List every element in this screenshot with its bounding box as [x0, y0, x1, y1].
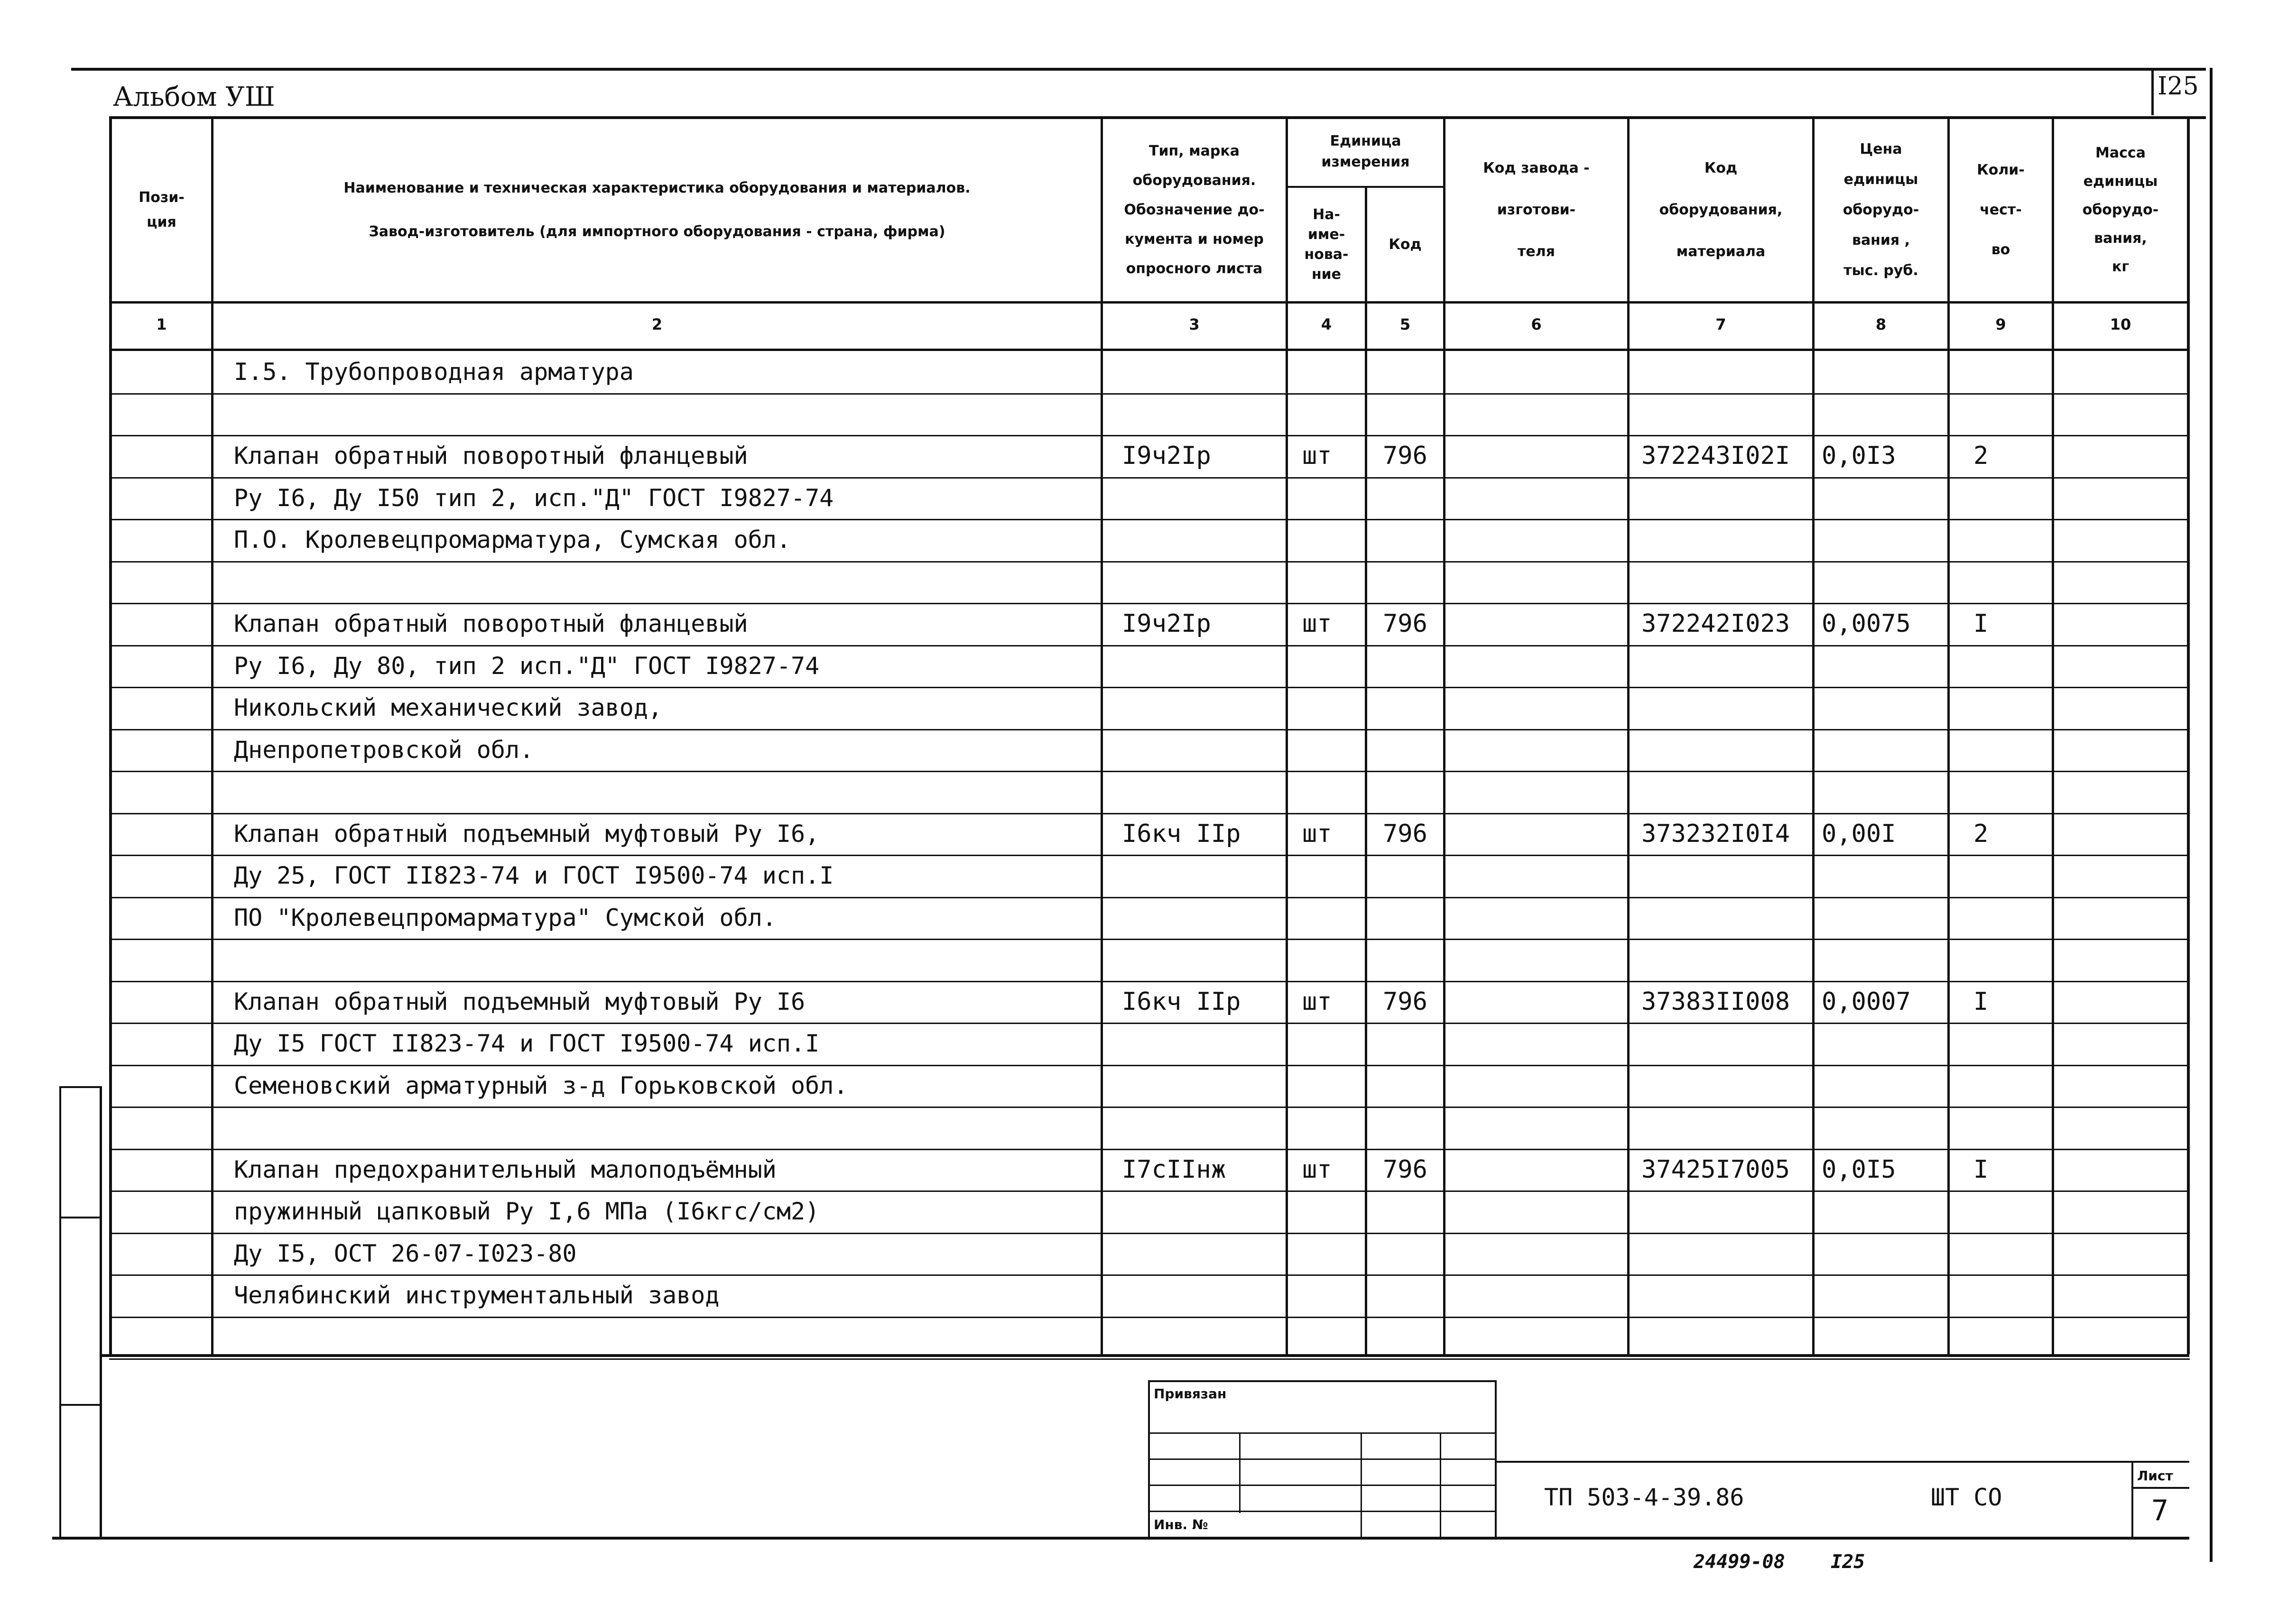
stamp-row3 — [1148, 1485, 1497, 1486]
col-header-quantity: Коли- чест- во — [1977, 161, 2025, 258]
item-name-cell: Ру I6, Ду I50 тип 2, исп."Д" ГОСТ I9827-74 — [234, 484, 834, 512]
col-header-unit-code: Код — [1389, 236, 1422, 253]
col-number-3: 3 — [1189, 315, 1200, 333]
binding-strip-rule1 — [59, 1086, 102, 1088]
stamp-linked-label: Привязан — [1154, 1386, 1227, 1402]
item-name-cell: Никольский механический завод, — [234, 694, 663, 721]
binding-strip-rule2 — [59, 1217, 102, 1218]
col-number-1: 1 — [156, 315, 167, 333]
titleblock-top-rule — [1497, 1461, 2189, 1463]
top-border — [71, 68, 2206, 71]
item-name-cell: Клапан обратный подъемный муфтовый Ру I6, — [234, 820, 820, 848]
table-row-rule — [109, 1358, 2190, 1360]
col-header-factory-code: Код завода - изготови- теля — [1483, 159, 1590, 260]
col-sep-4 — [1365, 186, 1367, 1354]
item-quantity-cell: 2 — [1973, 820, 1989, 848]
item-equipment-code-cell: 37425I7005 — [1641, 1155, 1790, 1184]
page-number: I25 — [2158, 72, 2199, 101]
item-price-cell: 0,0I5 — [1822, 1155, 1896, 1184]
col-header-equipment-code: Код оборудования, материала — [1659, 159, 1783, 260]
item-equipment-code-cell: 372242I023 — [1641, 609, 1790, 638]
item-name-cell: Ду I5, ОСТ 26-07-I023-80 — [234, 1240, 577, 1267]
item-type-cell: I6кч IIр — [1122, 987, 1241, 1016]
item-name-cell: Клапан обратный подъемный муфтовый Ру I6 — [234, 988, 806, 1015]
col-number-7: 7 — [1715, 315, 1726, 333]
sheet-number: 7 — [2151, 1494, 2169, 1527]
item-unit-cell: шт — [1302, 820, 1332, 848]
stamp-inventory-label: Инв. № — [1154, 1517, 1208, 1532]
item-name-cell: П.О. Кролевецпромарматура, Сумская обл. — [234, 526, 791, 554]
col-number-5: 5 — [1399, 315, 1411, 333]
sheet-label: Лист — [2137, 1468, 2173, 1484]
col-header-type: Тип, марка оборудования. Обозначение до- кумента и номер опросного листа — [1124, 142, 1265, 277]
col-header-name: Наименование и техническая характеристика оборудования и материалов. Завод-изготовитель (для импортного оборудования - страна, фирма) — [343, 179, 971, 240]
item-name-cell: Клапан обратный поворотный фланцевый — [234, 442, 748, 470]
table-row-rule — [109, 939, 2190, 940]
item-quantity-cell: I — [1973, 987, 1989, 1016]
item-equipment-code-cell: 372243I02I — [1641, 442, 1790, 470]
sheet-box-rule — [2131, 1487, 2189, 1489]
item-price-cell: 0,0007 — [1822, 987, 1911, 1016]
item-price-cell: 0,00I — [1822, 820, 1896, 848]
item-type-cell: I6кч IIр — [1122, 820, 1241, 848]
item-name-cell: пружинный цапковый Ру I,6 МПа (I6кгс/см2) — [234, 1198, 820, 1225]
item-quantity-cell: I — [1973, 1155, 1989, 1184]
col-number-8: 8 — [1875, 315, 1887, 333]
item-type-cell: I7сIIнж — [1122, 1155, 1226, 1184]
right-border — [2210, 68, 2213, 1562]
table-bottom — [102, 1354, 2189, 1357]
section-code: ШТ СО — [1931, 1484, 2002, 1511]
item-name-cell: Ду 25, ГОСТ II823-74 и ГОСТ I9500-74 исп.I — [234, 862, 834, 889]
item-unit-code-cell: 796 — [1383, 1155, 1427, 1184]
stamp-col3 — [1440, 1432, 1441, 1539]
col-number-6: 6 — [1531, 315, 1542, 333]
col-number-9: 9 — [1995, 315, 2006, 333]
table-row-rule — [109, 771, 2190, 772]
item-name-cell: Ру I6, Ду 80, тип 2 исп."Д" ГОСТ I9827-74 — [234, 652, 820, 680]
binding-strip-rule3 — [59, 1404, 102, 1406]
table-row-rule — [109, 1107, 2190, 1108]
item-name-cell: I.5. Трубопроводная арматура — [234, 358, 634, 386]
col-header-mass: Масса единицы оборудо- вания, кг — [2082, 144, 2159, 275]
col-number-10: 10 — [2110, 315, 2131, 333]
item-quantity-cell: I — [1973, 609, 1989, 638]
col-header-price: Цена единицы оборудо- вания , тыс. руб. — [1843, 140, 1919, 279]
item-name-cell: Днепропетровской обл. — [234, 736, 534, 764]
item-name-cell: Челябинский инструментальный завод — [234, 1282, 720, 1309]
item-unit-cell: шт — [1302, 1155, 1332, 1184]
item-unit-cell: шт — [1302, 609, 1332, 638]
item-unit-code-cell: 796 — [1383, 442, 1427, 470]
col-number-4: 4 — [1321, 315, 1332, 333]
footer-handwritten-note: 24499-08 I25 — [1694, 1551, 1865, 1573]
col-header-position: Пози- ция — [139, 189, 185, 231]
stamp-row1 — [1148, 1432, 1497, 1434]
item-unit-cell: шт — [1302, 442, 1332, 470]
item-price-cell: 0,0075 — [1822, 609, 1911, 638]
item-unit-cell: шт — [1302, 987, 1332, 1016]
item-price-cell: 0,0I3 — [1822, 442, 1896, 470]
item-unit-code-cell: 796 — [1383, 987, 1427, 1016]
table-row-rule — [109, 1317, 2190, 1318]
table-row-rule — [109, 561, 2190, 563]
item-name-cell: ПО "Кролевецпромарматура" Сумской обл. — [234, 904, 777, 932]
document-code: ТП 503-4-39.86 — [1544, 1484, 1744, 1511]
stamp-top — [1148, 1380, 1497, 1382]
item-unit-code-cell: 796 — [1383, 609, 1427, 638]
item-unit-code-cell: 796 — [1383, 820, 1427, 848]
binding-strip-left — [59, 1086, 61, 1537]
item-equipment-code-cell: 373232I0I4 — [1641, 820, 1790, 848]
page-box-left — [2151, 68, 2154, 115]
stamp-col1 — [1239, 1432, 1241, 1513]
table-row-rule — [109, 393, 2190, 395]
binding-strip-right — [100, 1086, 102, 1537]
col-header-unit-name: На- име- нова- ние — [1304, 206, 1349, 283]
item-name-cell: Клапан обратный поворотный фланцевый — [234, 610, 748, 637]
item-type-cell: I9ч2Iр — [1122, 442, 1211, 470]
album-label: Альбом УШ — [113, 82, 275, 112]
sheet-box-left — [2131, 1461, 2133, 1537]
item-name-cell: Семеновский арматурный з-д Горьковской обл. — [234, 1072, 848, 1099]
titleblock-bottom — [52, 1537, 2189, 1540]
item-type-cell: I9ч2Iр — [1122, 609, 1211, 638]
header-bottom — [109, 301, 2190, 304]
item-name-cell: Клапан предохранительный малоподъёмный — [234, 1156, 777, 1183]
item-equipment-code-cell: 37383II008 — [1641, 987, 1790, 1016]
item-quantity-cell: 2 — [1973, 442, 1989, 470]
stamp-col2 — [1361, 1432, 1362, 1539]
item-name-cell: Ду I5 ГОСТ II823-74 и ГОСТ I9500-74 исп.I — [234, 1030, 820, 1057]
stamp-row4 — [1148, 1511, 1497, 1512]
col-number-2: 2 — [651, 315, 663, 333]
col-header-unit-group: Единица измерения — [1321, 133, 1410, 170]
stamp-row2 — [1148, 1458, 1497, 1460]
